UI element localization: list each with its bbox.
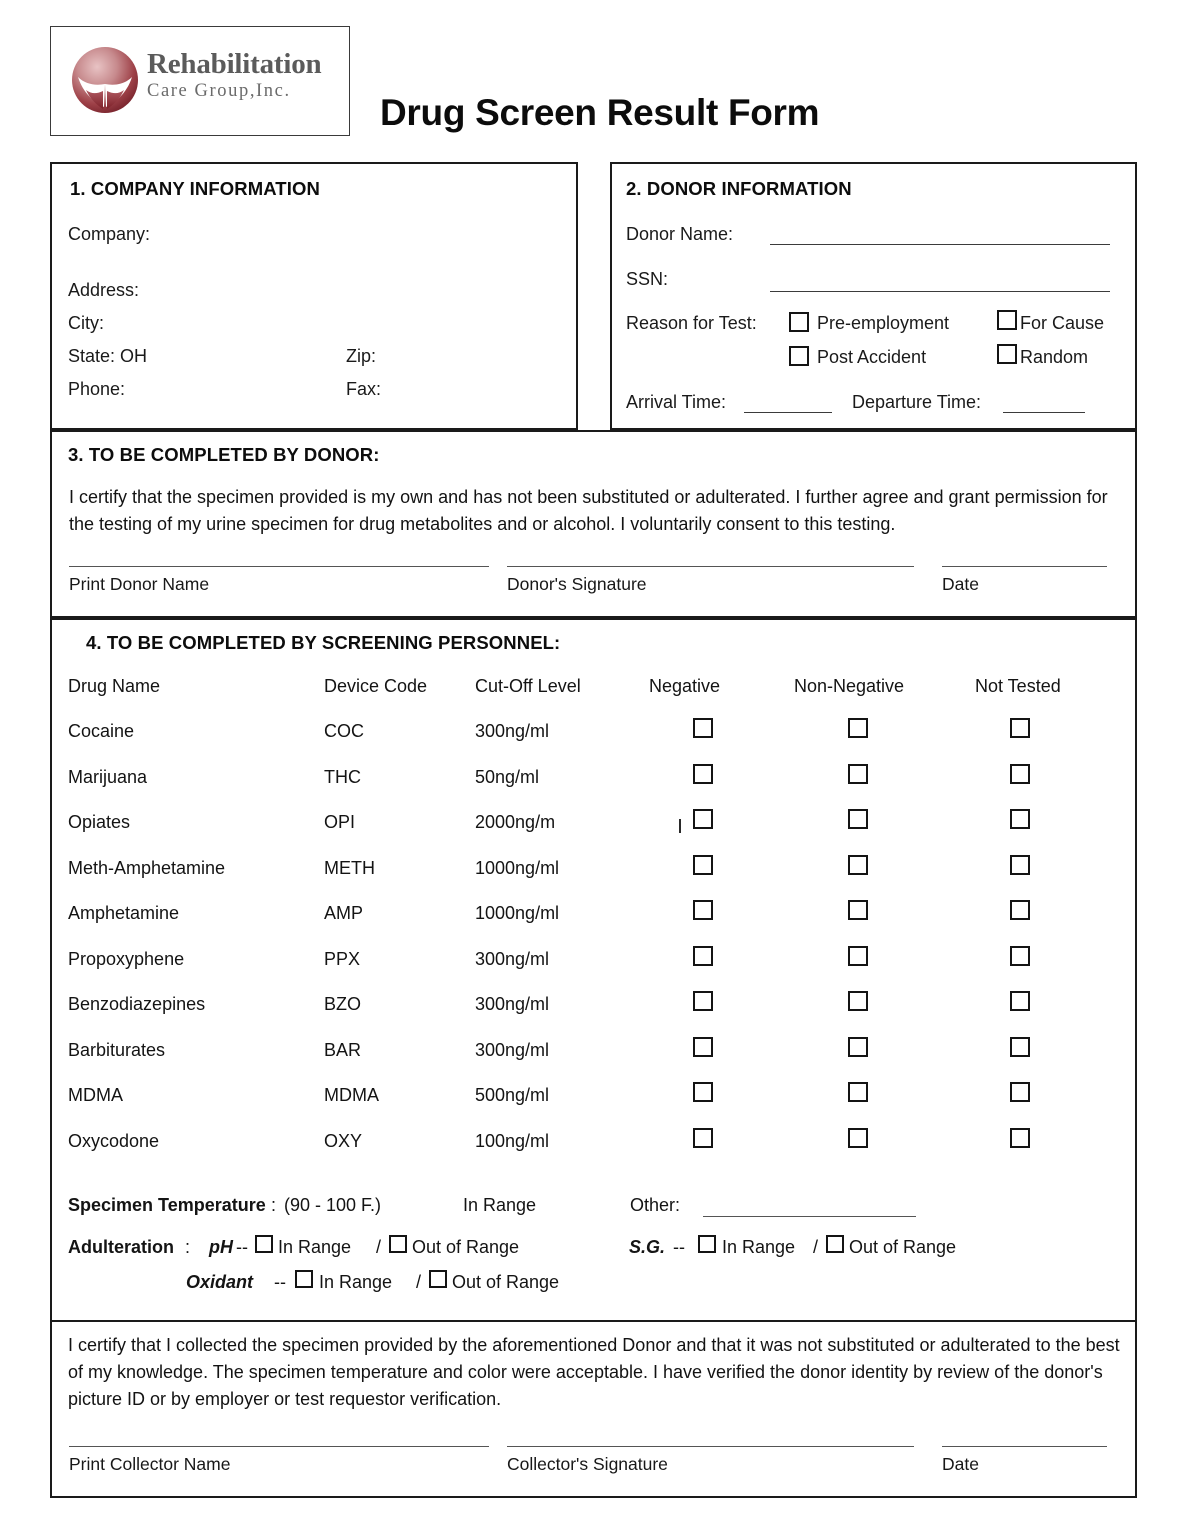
specimen-other-input[interactable] (703, 1216, 916, 1217)
checkbox-oxidant-in-range[interactable] (295, 1270, 313, 1288)
cell-device-code-cocaine: COC (324, 721, 364, 741)
checkbox-not-tested-barbiturates[interactable] (1010, 1037, 1030, 1057)
company-information-section (50, 162, 578, 430)
cell-drug-name-propoxyphene: Propoxyphene (68, 948, 185, 969)
cell-drug-name-amphetamine: Amphetamine (68, 903, 180, 923)
cell-cutoff-meth-amphetamine: 1000ng/ml (475, 857, 560, 878)
page-title: Drug Screen Result Form (380, 92, 820, 133)
oxidant-slash: / (416, 1272, 422, 1292)
checkbox-non-negative-oxycodone[interactable] (848, 1128, 868, 1148)
specimen-in-range-label: In Range (463, 1195, 537, 1215)
checkbox-pre-employment[interactable] (789, 312, 809, 332)
oxidant-out-of-range-label: Out of Range (452, 1272, 560, 1292)
cell-cutoff-opiates: 2000ng/m (475, 812, 556, 832)
cell-cutoff-benzodiazepines: 300ng/ml (475, 994, 550, 1014)
checkbox-non-negative-mdma[interactable] (848, 1082, 868, 1102)
cell-cutoff-cocaine: 300ng/ml (475, 721, 550, 741)
cell-drug-name-barbiturates: Barbiturates (68, 1039, 166, 1060)
checkbox-non-negative-benzodiazepines[interactable] (848, 991, 868, 1011)
cell-drug-name-marijuana: Marijuana (68, 766, 148, 787)
cell-cutoff-propoxyphene: 300ng/ml (475, 948, 550, 969)
ssn-input[interactable] (770, 291, 1110, 292)
checkbox-ph-out-of-range[interactable] (389, 1235, 407, 1253)
form-header (50, 26, 1137, 144)
column-header-device-code: Device Code (324, 676, 428, 696)
sg-dash: -- (673, 1237, 685, 1257)
company-logo-text (147, 49, 347, 102)
donor-signature-caption: Donor's Signature (507, 574, 647, 594)
column-header-not-tested: Not Tested (975, 676, 1061, 696)
departure-time-label: Departure Time: (852, 392, 982, 412)
specimen-temperature-label: Specimen Temperature (68, 1195, 266, 1215)
sg-out-of-range-label: Out of Range (849, 1237, 957, 1257)
specimen-temperature-colon: : (271, 1195, 277, 1215)
rehab-leaf-logo-icon (69, 44, 141, 116)
collector-date-input[interactable] (942, 1446, 1107, 1447)
checkbox-not-tested-opiates[interactable] (1010, 809, 1030, 829)
state-label: State: OH (68, 346, 148, 366)
cell-drug-name-oxycodone: Oxycodone (68, 1130, 160, 1151)
cell-drug-name-mdma: MDMA (68, 1085, 123, 1105)
arrival-time-label: Arrival Time: (626, 392, 727, 412)
checkbox-non-negative-barbiturates[interactable] (848, 1037, 868, 1057)
donor-certification-section (50, 430, 1137, 618)
checkbox-for-cause[interactable] (997, 310, 1017, 330)
collector-cert-line-2: to the best of my knowledge. The specimen temperature and color were acceptable. I have verified the donor identity by (68, 1335, 1120, 1382)
donor-cert-line-2: permission for the testing of my urine specimen for drug metabolites and or alcohol. I voluntarily consent to this testing. (69, 487, 1108, 534)
oxidant-label: Oxidant (186, 1272, 254, 1292)
cell-device-code-barbiturates: BAR (324, 1039, 362, 1060)
cell-device-code-oxycodone: OXY (324, 1130, 363, 1151)
ph-in-range-label: In Range (278, 1237, 352, 1257)
section-divider (52, 1320, 1135, 1322)
checkbox-post-accident[interactable] (789, 346, 809, 366)
checkbox-not-tested-cocaine[interactable] (1010, 718, 1030, 738)
phone-label: Phone: (68, 379, 126, 399)
cell-cutoff-oxycodone: 100ng/ml (475, 1130, 550, 1151)
checkbox-negative-amphetamine[interactable] (693, 900, 713, 920)
print-donor-name-input[interactable] (69, 566, 489, 567)
cell-drug-name-cocaine: Cocaine (68, 721, 135, 741)
ph-label: pH (209, 1237, 233, 1257)
adulteration-colon: : (185, 1237, 191, 1257)
sg-slash: / (813, 1237, 819, 1257)
cell-drug-name-benzodiazepines: Benzodiazepines (68, 994, 206, 1014)
checkbox-not-tested-propoxyphene[interactable] (1010, 946, 1030, 966)
donor-date-caption: Date (942, 574, 979, 594)
checkbox-non-negative-amphetamine[interactable] (848, 900, 868, 920)
column-header-cut-off: Cut-Off Level (475, 676, 581, 696)
cell-drug-name-meth-amphetamine: Meth-Amphetamine (68, 857, 226, 878)
cell-cutoff-mdma: 500ng/ml (475, 1085, 550, 1105)
print-donor-name-caption: Print Donor Name (69, 574, 210, 594)
donor-signature-input[interactable] (507, 566, 914, 567)
adulteration-label: Adulteration (68, 1237, 174, 1257)
collector-cert-line-1: I certify that I collected the specimen provided by the aforementioned Donor and that it was not substituted or adulterated (68, 1335, 1031, 1355)
specimen-temperature-range: (90 - 100 F.) (284, 1195, 382, 1215)
cell-cutoff-amphetamine: 1000ng/ml (475, 903, 560, 923)
cell-cutoff-barbiturates: 300ng/ml (475, 1039, 550, 1060)
section-2-heading: 2. DONOR INFORMATION (626, 178, 852, 199)
label-pre-employment: Pre-employment (817, 313, 950, 333)
fax-label: Fax: (346, 379, 382, 399)
zip-label: Zip: (346, 346, 377, 366)
checkbox-non-negative-marijuana[interactable] (848, 764, 868, 784)
checkbox-not-tested-oxycodone[interactable] (1010, 1128, 1030, 1148)
donor-name-input[interactable] (770, 244, 1110, 245)
section-4-heading: 4. TO BE COMPLETED BY SCREENING PERSONNEL: (86, 632, 561, 653)
logo-line-2: Care Group,Inc. (147, 81, 291, 101)
company-label: Company: (68, 224, 151, 244)
cell-device-code-benzodiazepines: BZO (324, 994, 362, 1014)
section-3-heading: 3. TO BE COMPLETED BY DONOR: (68, 444, 380, 465)
donor-name-label: Donor Name: (626, 224, 734, 244)
arrival-time-input[interactable] (744, 412, 832, 413)
sg-in-range-label: In Range (722, 1237, 796, 1257)
ssn-label: SSN: (626, 269, 669, 289)
checkbox-not-tested-amphetamine[interactable] (1010, 900, 1030, 920)
collector-signature-input[interactable] (507, 1446, 914, 1447)
checkbox-random[interactable] (997, 344, 1017, 364)
cell-device-code-marijuana: THC (324, 766, 361, 787)
cell-drug-name-opiates: Opiates (68, 812, 131, 832)
checkbox-not-tested-benzodiazepines[interactable] (1010, 991, 1030, 1011)
donor-cert-line-1: I certify that the specimen provided is my own and has not been substituted or adulterated. I further agree and grant (69, 487, 990, 507)
column-header-non-negative: Non-Negative (794, 676, 905, 696)
ph-dash: -- (236, 1237, 248, 1257)
collector-cert-line-3: review of the donor's picture ID or by employer or test requestor verification. (68, 1362, 1103, 1409)
departure-time-input[interactable] (1003, 412, 1085, 413)
column-header-drug-name: Drug Name (68, 676, 161, 696)
section-1-heading: 1. COMPANY INFORMATION (70, 178, 320, 199)
checkbox-not-tested-mdma[interactable] (1010, 1082, 1030, 1102)
checkbox-negative-benzodiazepines[interactable] (693, 991, 713, 1011)
checkbox-negative-propoxyphene[interactable] (693, 946, 713, 966)
checkbox-non-negative-meth-amphetamine[interactable] (848, 855, 868, 875)
logo-line-1: Rehabilitation (147, 48, 322, 80)
specimen-other-label: Other: (630, 1195, 681, 1215)
cell-device-code-amphetamine: AMP (324, 903, 364, 923)
label-random: Random (1020, 347, 1089, 367)
cell-device-code-propoxyphene: PPX (324, 948, 361, 969)
screening-personnel-section (50, 618, 1137, 1498)
cell-device-code-meth-amphetamine: METH (324, 857, 375, 878)
print-collector-name-caption: Print Collector Name (69, 1454, 231, 1474)
checkbox-negative-marijuana[interactable] (693, 764, 713, 784)
oxidant-in-range-label: In Range (319, 1272, 393, 1292)
label-post-accident: Post Accident (817, 347, 927, 367)
print-collector-name-input[interactable] (69, 1446, 489, 1447)
checkbox-ph-in-range[interactable] (255, 1235, 273, 1253)
checkbox-negative-barbiturates[interactable] (693, 1037, 713, 1057)
reason-for-test-label: Reason for Test: (626, 313, 757, 333)
address-label: Address: (68, 280, 140, 300)
checkbox-sg-in-range[interactable] (698, 1235, 716, 1253)
ph-out-of-range-label: Out of Range (412, 1237, 520, 1257)
cell-device-code-opiates: OPI (324, 812, 356, 832)
collector-date-caption: Date (942, 1454, 979, 1474)
donor-date-input[interactable] (942, 566, 1107, 567)
checkbox-not-tested-meth-amphetamine[interactable] (1010, 855, 1030, 875)
checkbox-negative-meth-amphetamine[interactable] (693, 855, 713, 875)
donor-information-section (610, 162, 1137, 430)
cell-cutoff-marijuana: 50ng/ml (475, 766, 540, 787)
checkbox-non-negative-propoxyphene[interactable] (848, 946, 868, 966)
checkbox-negative-opiates[interactable] (693, 809, 713, 829)
scan-artifact (679, 819, 681, 833)
label-for-cause: For Cause (1020, 313, 1105, 333)
cell-device-code-mdma: MDMA (324, 1085, 379, 1105)
sg-label: S.G. (629, 1237, 666, 1257)
checkbox-non-negative-opiates[interactable] (848, 809, 868, 829)
collector-signature-caption: Collector's Signature (507, 1454, 668, 1474)
checkbox-negative-cocaine[interactable] (693, 718, 713, 738)
column-header-negative: Negative (649, 676, 721, 696)
checkbox-oxidant-out-of-range[interactable] (429, 1270, 447, 1288)
ph-slash: / (376, 1237, 382, 1257)
checkbox-not-tested-marijuana[interactable] (1010, 764, 1030, 784)
checkbox-sg-out-of-range[interactable] (826, 1235, 844, 1253)
checkbox-negative-mdma[interactable] (693, 1082, 713, 1102)
city-label: City: (68, 313, 104, 333)
checkbox-non-negative-cocaine[interactable] (848, 718, 868, 738)
checkbox-negative-oxycodone[interactable] (693, 1128, 713, 1148)
company-logo-box (50, 26, 350, 136)
oxidant-dash: -- (274, 1272, 286, 1292)
